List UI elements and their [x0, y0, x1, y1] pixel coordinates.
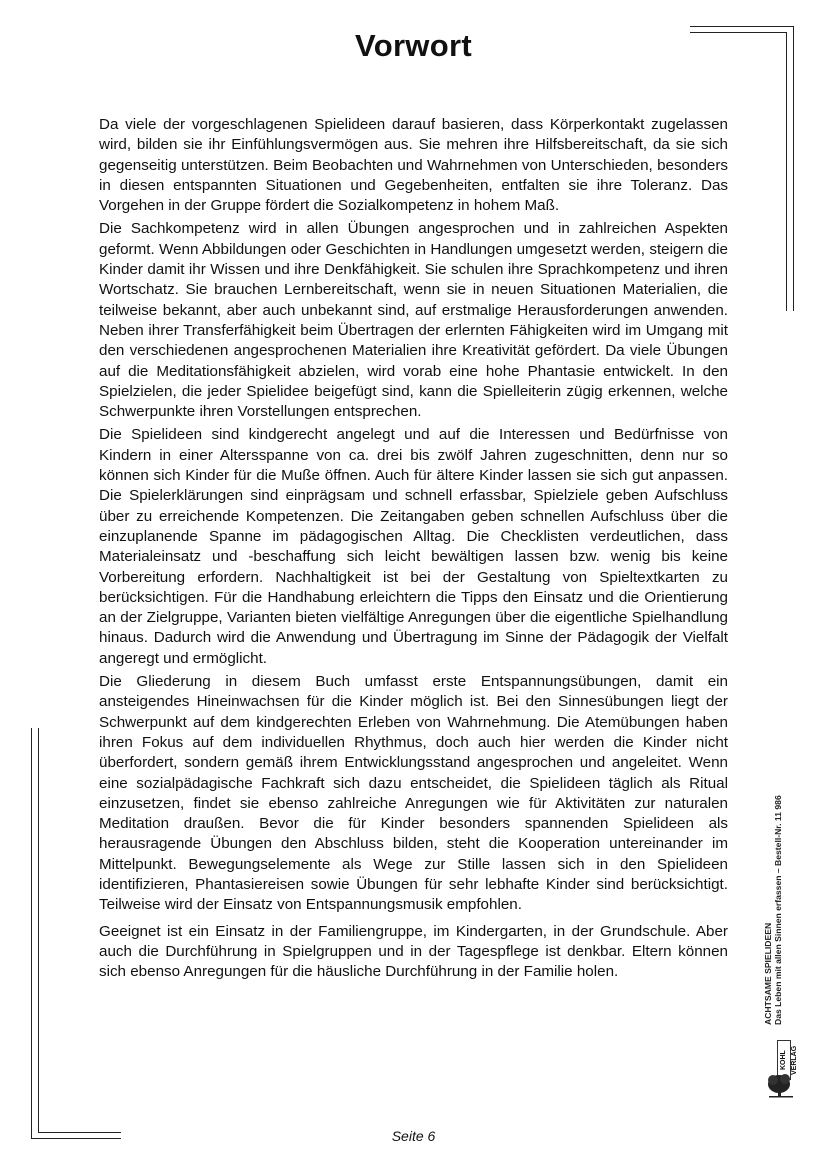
frame-line-top — [690, 26, 793, 27]
frame-line-right — [793, 26, 794, 311]
paragraph: Geeignet ist ein Einsatz in der Familiengruppe, im Kindergarten, in der Grundschule. Aber auch die Durchführung in Spielgruppen und in der Tagespflege ist denkbar. Eltern können sich ebenso Anregungen für die häusliche Durchführung in der Familie holen. — [99, 922, 728, 981]
tree-icon — [765, 1036, 803, 1098]
sidebar-subtitle: Das Leben mit allen Sinnen erfassen – Bestell-Nr. 11 986 — [773, 795, 783, 1025]
paragraph: Die Spielideen sind kindgerecht angelegt und auf die Interessen und Bedürfnisse von Kindern in einer Altersspanne von ca. drei bis zwölf Jahren zugeschnitten, denn nur so können sich Kinder für die Muße öffnen. Auch für ältere Kinder lassen sie sich gut anpassen. Die Spielerklärungen sind einprägsam und schnell erfassbar, Spielziele geben Aufschluss über zu erreichende Kompetenzen. Die Zeitangaben geben schnellen Aufschluss über die einzuplanende Spanne im pädagogischen Alltag. Die Checklisten verdeutlichen, dass Materialeinsatz und -beschaffung sich leicht bewältigen lassen bzw. wenig bis keine Vorbereitung erfordern. Nachhaltigkeit ist bei der Gestaltung von Spieltextkarten zu berücksichtigen. Für die Handhabung erleichtern die Tipps den Einsatz und die Orientierung an der Zielgruppe, Varianten bieten vielfältige Anregungen über die eigentliche Spielhandlung hinaus. Dadurch wird die Anwendung und Übertragung im Sinne der Pädagogik der Vielfalt angeregt und ermöglicht. — [99, 426, 728, 667]
paragraph: Die Sachkompetenz wird in allen Übungen angesprochen und in zahlreichen Aspekten geformt. Wenn Abbildungen oder Geschichten in Handlungen umgesetzt werden, steigern die Kinder damit ihr Wissen und ihre Denkfähigkeit. Sie schulen ihre Sprachkompetenz und ihren Wortschatz. Sie brauchen Lernbereitschaft, wenn sie in neuen Situationen Materialien, die teilweise bekannt, aber auch unbekannt sind, auf erstmalige Herausforderungen anwenden. Neben ihrer Transferfähigkeit beim Übertragen der erlernten Fähigkeiten wird im Umgang mit den verschiedenen angesprochenen Materialien ihre Kreativität gefördert. Da viele Übungen auf die Meditationsfähigkeit abzielen, wird vorab eine hohe Phantasie entwickelt. In den Spielzielen, die jeder Spielidee beigefügt sind, kann die Spielleiterin zügig erkennen, welche Schwerpunkte ihren Vorstellungen entsprechen. — [99, 220, 728, 421]
frame-line-left — [31, 728, 32, 1138]
frame-line-right-inner — [786, 32, 787, 311]
page-number: Seite 6 — [391, 1128, 436, 1144]
publisher-logo-text: KOHL VERLAG — [777, 1040, 791, 1080]
sidebar-text — [763, 735, 783, 1025]
page-title: Vorwort — [355, 28, 472, 63]
frame-line-left-inner — [38, 728, 39, 1132]
paragraph: Die Gliederung in diesem Buch umfasst erste Entspannungsübungen, damit ein ansteigendes Hineinwachsen für die Kinder möglich ist. Bei den Sinnesübungen liegt der Schwerpunkt auf dem kindgerechten Erleben von Wahrnehmung. Die Atemübungen haben ihren Fokus auf dem individuellen Rhythmus, doch auch hier werden die Kinder nicht überfordert, sondern gemäß ihrem Entwicklungsstand angesprochen und angeleitet. Wenn eine sozialpädagische Fachkraft sich dazu entscheidet, die Spielideen täglich als Ritual einzusetzen, findet sie ebenso zahlreiche Anregungen wie für Aktivitäten zur naturalen Meditation draußen. Bevor die für Kinder besonders spannenden Spielideen als herausragende Übungen den Abschluss bilden, steht die Kooperation untereinander im Mittelpunkt. Bewegungselemente als Wege zur Stille lassen sich in den Spielideen identifizieren, Phantasiereisen sowie Übungen für sehr lebhafte Kinder sind berücksichtigt. Teilweise wird der Einsatz von Entspannungsmusik empfohlen. — [99, 673, 728, 914]
body-text — [99, 115, 728, 985]
sidebar-series-title: ACHTSAME SPIELIDEEN — [763, 922, 773, 1025]
paragraph: Da viele der vorgeschlagenen Spielideen darauf basieren, dass Körperkontakt zugelassen wird, bilden sie ihr Einfühlungsvermögen aus. Sie mehren ihre Hilfsbereitschaft, da sie sich gegenseitig unterstützen. Beim Beobachten und Wahrnehmen von Unterschieden, besonders in diesen entspannten Situationen und Gegebenheiten, entfalten sie ihre Toleranz. Das Vorgehen in der Gruppe fördert die Sozialkompetenz in hohem Maß. — [99, 116, 728, 215]
publisher-logo — [765, 1036, 803, 1098]
